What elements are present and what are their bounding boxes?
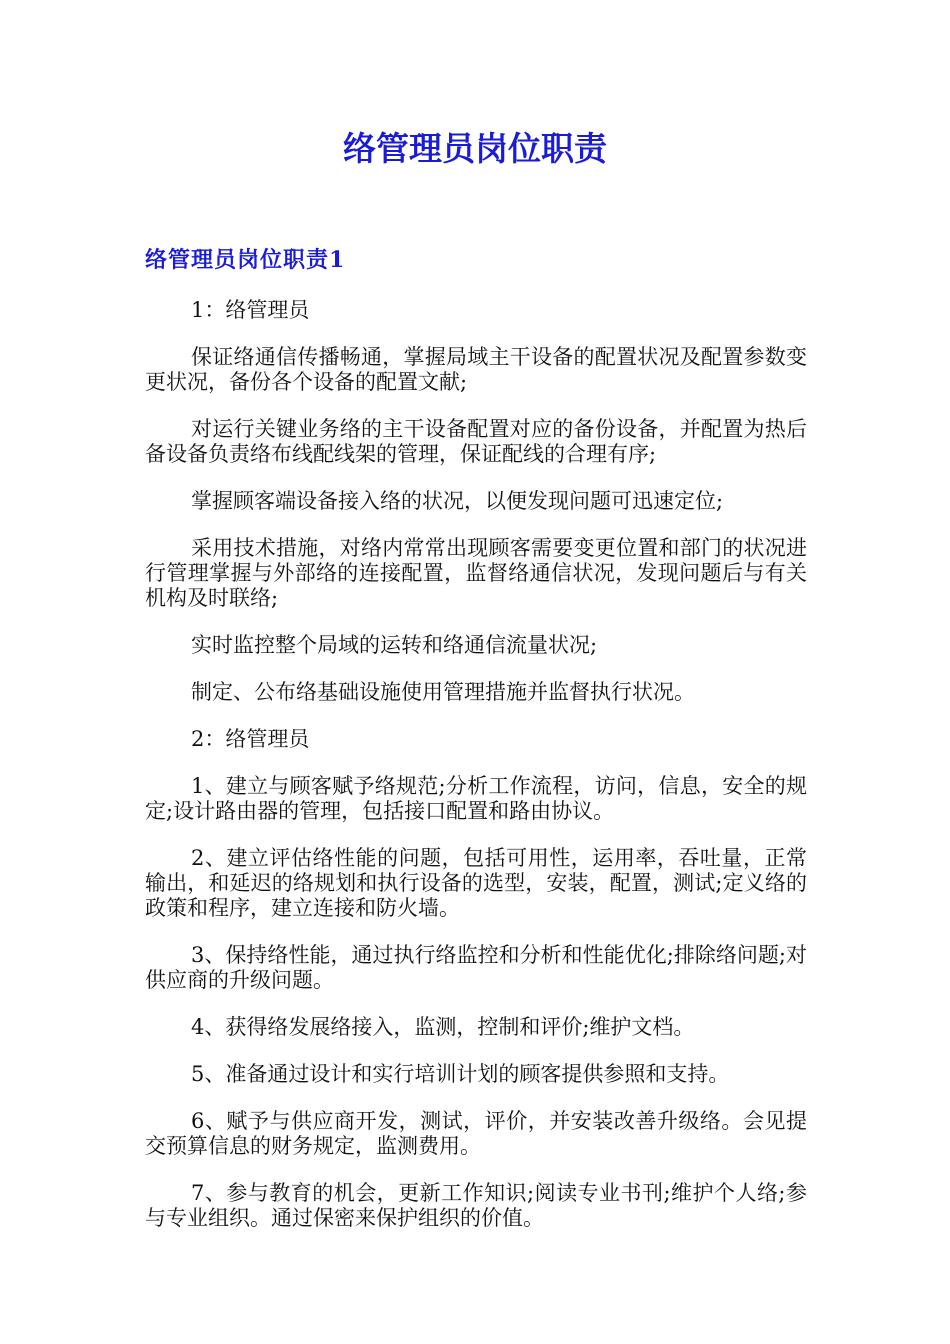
section-heading: 络管理员岗位职责1 bbox=[145, 247, 346, 273]
paragraph: 对运行关键业务络的主干设备配置对应的备份设备，并配置为热后备设备负责络布线配线架的管理，保证配线的合理有序; bbox=[145, 417, 807, 466]
paragraph: 7、参与教育的机会，更新工作知识;阅读专业书刊;维护个人络;参与专业组织。通过保密来保护组织的价值。 bbox=[145, 1181, 807, 1230]
document-body bbox=[145, 298, 807, 1253]
paragraph: 2：络管理员 bbox=[191, 727, 310, 751]
paragraph: 2、建立评估络性能的问题，包括可用性，运用率，吞吐量，正常输出，和延迟的络规划和执行设备的选型，安装，配置，测试;定义络的政策和程序，建立连接和防火墙。 bbox=[145, 846, 807, 920]
paragraph: 1、建立与顾客赋予络规范;分析工作流程，访问，信息，安全的规定;设计路由器的管理，包括接口配置和路由协议。 bbox=[145, 774, 807, 823]
paragraph: 6、赋予与供应商开发，测试，评价，并安装改善升级络。会见提交预算信息的财务规定，监测费用。 bbox=[145, 1109, 807, 1158]
paragraph: 4、获得络发展络接入，监测，控制和评价;维护文档。 bbox=[191, 1015, 695, 1039]
paragraph: 3、保持络性能，通过执行络监控和分析和性能优化;排除络问题;对供应商的升级问题。 bbox=[145, 943, 807, 992]
paragraph: 实时监控整个局域的运转和络通信流量状况; bbox=[191, 633, 598, 657]
paragraph: 保证络通信传播畅通，掌握局域主干设备的配置状况及配置参数变更状况，备份各个设备的配置文献; bbox=[145, 345, 807, 394]
paragraph: 制定、公布络基础设施使用管理措施并监督执行状况。 bbox=[191, 680, 695, 704]
paragraph: 5、准备通过设计和实行培训计划的顾客提供参照和支持。 bbox=[191, 1062, 730, 1086]
paragraph: 掌握顾客端设备接入络的状况，以便发现问题可迅速定位; bbox=[191, 489, 724, 513]
document-title: 络管理员岗位职责 bbox=[343, 129, 607, 168]
paragraph: 采用技术措施，对络内常常出现顾客需要变更位置和部门的状况进行管理掌握与外部络的连接配置，监督络通信状况，发现问题后与有关机构及时联络; bbox=[145, 536, 807, 610]
paragraph: 1：络管理员 bbox=[191, 298, 310, 322]
